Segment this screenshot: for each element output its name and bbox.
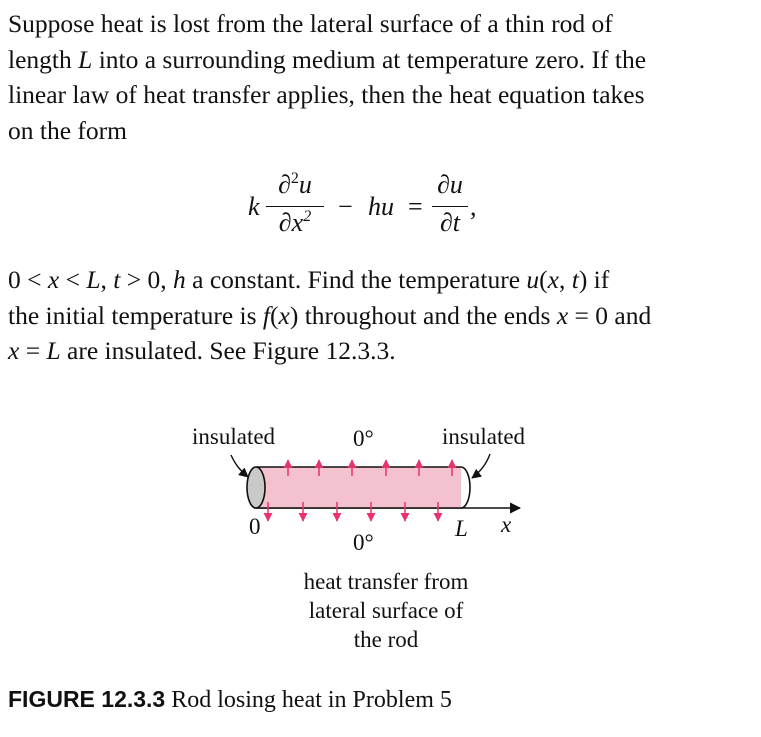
eq-equals: = [408, 192, 423, 221]
conditions-line-3: x = L are insulated. See Figure 12.3.3. [8, 336, 396, 365]
intro-line-3: linear law of heat transfer applies, then the heat equation takes [8, 80, 645, 109]
intro-line-4: on the form [8, 115, 127, 145]
eq-k: k [248, 192, 260, 221]
eq-minus: − [338, 192, 353, 221]
label-insulated-right: insulated [442, 424, 526, 449]
description-line-1: heat transfer from [303, 569, 469, 594]
intro-line-1: Suppose heat is lost from the lateral surface of a thin rod of [8, 9, 613, 38]
figure-description [270, 567, 502, 654]
label-insulated-left: insulated [192, 424, 276, 449]
label-L: L [455, 516, 468, 541]
label-origin: 0 [249, 514, 261, 539]
description-line-3: the rod [353, 627, 419, 652]
eq-comma: , [470, 192, 477, 221]
eq-num-d2u: ∂$^2$u [278, 170, 312, 199]
eq-hu: hu [368, 192, 394, 221]
label-x: x [501, 512, 512, 537]
conditions-line-2: the initial temperature is f(x) throughout and the ends x = 0 and [8, 300, 652, 330]
eq-den-dt: ∂t [439, 208, 461, 237]
rod-right-end [461, 467, 470, 508]
label-top-temperature: 0° [353, 426, 374, 451]
eq-num-du: ∂u [437, 170, 463, 199]
intro-line-2: length L into a surrounding medium at temperature zero. If the [8, 44, 647, 74]
label-bottom-temperature: 0° [353, 530, 374, 555]
figure-caption [8, 686, 452, 714]
rod-left-end [247, 467, 265, 508]
description-line-2: lateral surface of [308, 598, 464, 623]
eq-den-dx2: $\partial x^2$ [278, 208, 312, 237]
insulated-left-pointer [231, 455, 248, 477]
caption-text: Rod losing heat in Problem 5 [171, 687, 452, 713]
rod-body [256, 467, 461, 508]
conditions-line-1: 0 < x < L, t > 0, h a constant. Find the temperature u(x, t) if [8, 265, 610, 294]
insulated-right-pointer [472, 454, 490, 478]
caption-number: FIGURE 12.3.3 [8, 686, 166, 712]
